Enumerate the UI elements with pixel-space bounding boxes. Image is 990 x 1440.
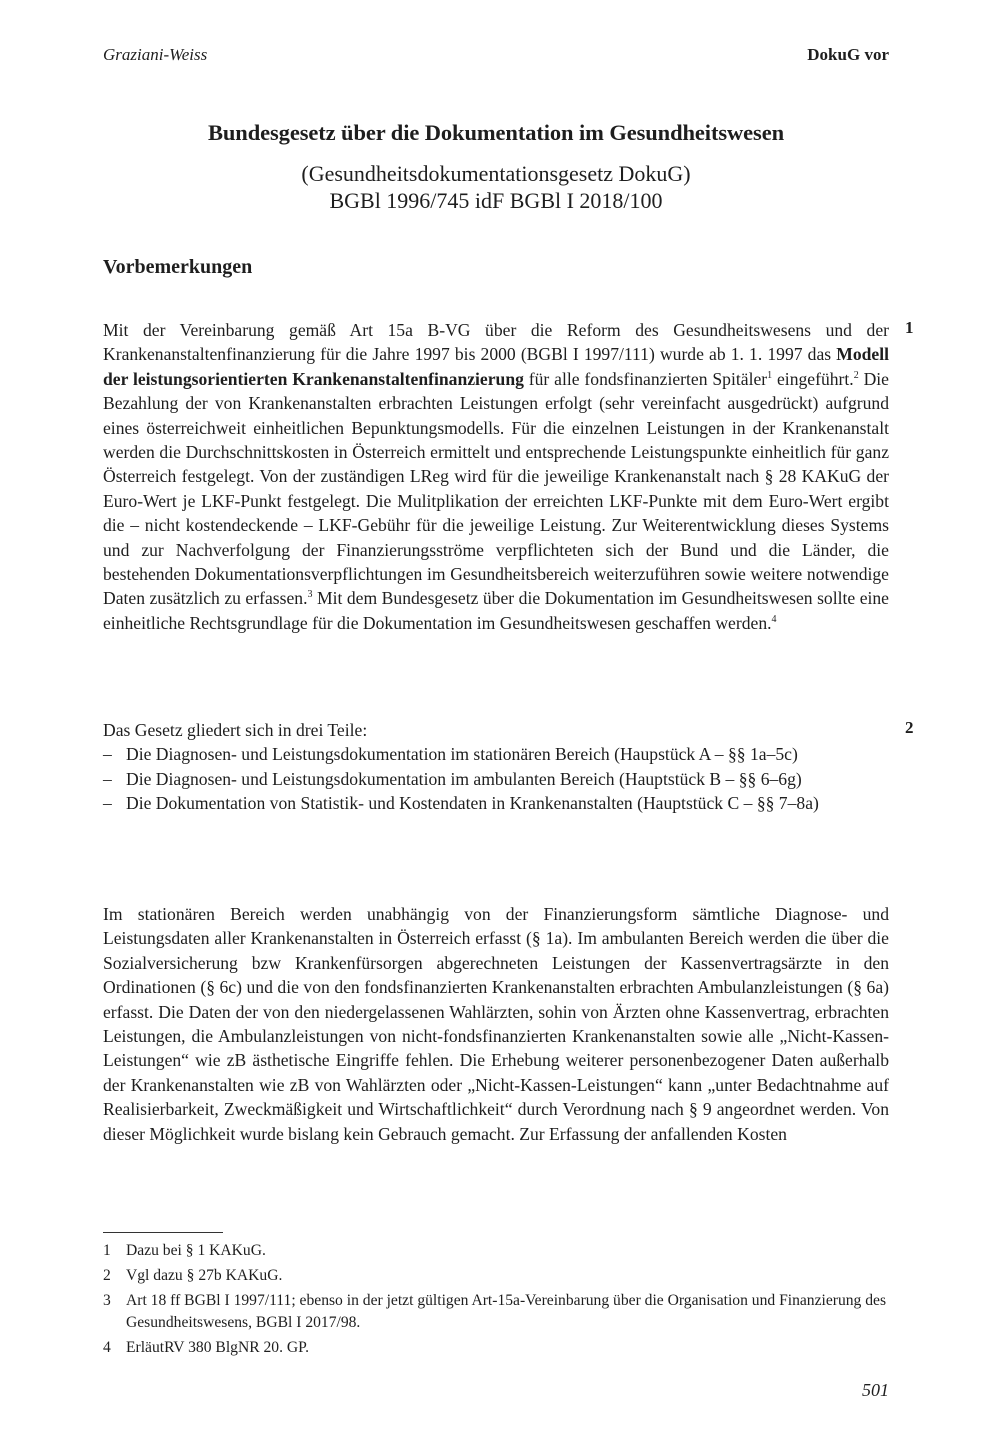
- running-head-author: Graziani-Weiss: [103, 45, 208, 64]
- text-run: Mit dem Bundesgesetz über die Dokumentation im Gesundheitswesen sollte eine einheitliche Rechtsgrundlage für die Dokumentation im Gesundheitswesen geschaffen werden.: [103, 588, 889, 633]
- text-run: Die Bezahlung der von Krankenanstalten erbrachten Leistungen erfolgt (sehr vereinfacht ausgedrückt) aufgrund eines österreichweit einheitlichen Bepunktungsmodells. Für die einzelnen Leistungen in der Krankenanstalt werden die Durchschnittskosten in Österreich ermittelt und entsprechende Leistungspunkte einheitlich für ganz Österreich festgelegt. Von der zuständigen LReg wird für die jeweilige Krankenanstalt nach § 28 KAKuG der Euro-Wert je LKF-Punkt festgelegt. Die Mulitplikation der erreichten LKF-Punkte mit dem Euro-Wert ergibt die – nicht kostendeckende – LKF-Gebühr für die jeweilige Leistung. Zur Weiterentwicklung dieses Systems und zur Nachverfolgung der Finanzierungsströme verpflichteten sich der Bund und die Länder, die bestehenden Dokumentationsverpflichtungen im Gesundheitsbereich weiterzuführen sowie weitere notwendige Daten zusätzlich zu erfassen.: [103, 368, 889, 609]
- footnote: [103, 1265, 889, 1287]
- title-block: [103, 118, 889, 214]
- law-subtitle: [103, 160, 889, 214]
- footnote-divider: [103, 1232, 223, 1233]
- margin-number: 2: [905, 718, 914, 737]
- law-title: Bundesgesetz über die Dokumentation im Gesundheitswesen: [207, 120, 784, 145]
- dash-bullet-icon: –: [103, 744, 112, 765]
- footnote-ref[interactable]: 1: [767, 369, 773, 381]
- paragraph-text: Im stationären Bereich werden unabhängig von der Finanzierungsform sämtliche Diagnose- und Leistungsdaten aller Krankenanstalten in Österreich erfasst (§ 1a). Im ambulanten Bereich werden die über die Sozialversicherung bzw Krankenfürsorgen abgerechneten Leistungen der Kassenvertragsärzte in den Ordinationen (§ 6c) und die von den fondsfinanzierten Krankenanstalten erbrachten Ambulanzleistungen (§ 6a) erfasst. Die Daten der von den niedergelassenen Wahlärzten, sohin von Ärzten ohne Kassenvertrag, erbrachten Leistungen, die Ambulanzleistungen von nicht-fondsfinanzierten Krankenanstalten sowie alle „Nicht-Kassen-Leistungen“ wie zB ästhetische Eingriffe fehlen. Die Erhebung weiterer personenbezogener Daten außerhalb der Krankenanstalten wie zB von Wahlärzten oder „Nicht-Kassen-Leistungen“ kann „unter Bedachtnahme auf Realisierbarkeit, Zweckmäßigkeit und Wirtschaftlichkeit“ durch Verordnung nach § 9 angeordnet werden. Von dieser Möglichkeit wurde bislang kein Gebrauch gemacht. Zur Erfassung der anfallenden Kosten: [103, 904, 889, 1144]
- running-head: [103, 45, 889, 69]
- footnote: [103, 1337, 889, 1359]
- parts-list: [103, 742, 889, 815]
- footnote: [103, 1290, 889, 1334]
- paragraph-3: [103, 902, 889, 1146]
- list-item-text: Die Diagnosen- und Leistungsdokumentation im stationären Bereich (Haupstück A – §§ 1a–5c): [126, 744, 798, 765]
- paragraph-1: [103, 318, 889, 635]
- running-head-section: DokuG vor: [807, 45, 889, 64]
- text-run: Mit der Vereinbarung gemäß Art 15a B-VG über die Reform des Gesundheitswesens und der Krankenanstaltenfinanzierung für die Jahre 1997 bis 2000 (BGBl I 1997/111) wurde ab 1. 1. 1997 das: [103, 320, 889, 365]
- dash-bullet-icon: –: [103, 793, 112, 814]
- footnote-ref[interactable]: 4: [771, 613, 777, 625]
- footnotes: [103, 1240, 889, 1362]
- footnote-number: 4: [103, 1339, 111, 1356]
- dash-bullet-icon: –: [103, 768, 112, 789]
- page-number: 501: [862, 1380, 889, 1400]
- text-run: eingeführt.: [772, 368, 854, 389]
- footnote-number: 3: [103, 1292, 111, 1309]
- margin-number: 1: [905, 318, 914, 337]
- list-item-text: Die Diagnosen- und Leistungsdokumentation im ambulanten Bereich (Hauptstück B – §§ 6–6g): [126, 768, 802, 789]
- footnote-number: 1: [103, 1242, 111, 1259]
- footnote-number: 2: [103, 1267, 111, 1284]
- text-run: für alle fondsfinanzierten Spitäler: [523, 368, 768, 389]
- list-item-text: Die Dokumentation von Statistik- und Kostendaten in Krankenanstalten (Hauptstück C – §§ 7–8a): [126, 793, 819, 814]
- footnote-text: ErläutRV 380 BlgNR 20. GP.: [126, 1339, 310, 1356]
- footnote-ref[interactable]: 2: [853, 369, 859, 381]
- footnote-text: Art 18 ff BGBl I 1997/111; ebenso in der jetzt gültigen Art-15a-Vereinbarung über die Organisation und Finanzierung des Gesundheitswesens, BGBl I 2017/98.: [126, 1292, 887, 1331]
- paragraph-2: [103, 718, 889, 816]
- law-citation: BGBl 1996/745 idF BGBl I 2018/100: [329, 188, 663, 213]
- footnote-text: Vgl dazu § 27b KAKuG.: [126, 1267, 283, 1284]
- list-item: [103, 791, 889, 815]
- footnote-text: Dazu bei § 1 KAKuG.: [126, 1242, 266, 1259]
- list-item: [103, 742, 889, 766]
- emphasis: Modell der leistungsorientierten Krankenanstaltenfinanzierung: [103, 344, 889, 389]
- law-short-title: (Gesundheitsdokumentationsgesetz DokuG): [301, 161, 691, 186]
- list-intro: Das Gesetz gliedert sich in drei Teile:: [103, 720, 368, 740]
- footnote: [103, 1240, 889, 1262]
- section-heading: Vorbemerkungen: [103, 256, 253, 278]
- footnote-ref[interactable]: 3: [307, 589, 313, 601]
- list-item: [103, 767, 889, 791]
